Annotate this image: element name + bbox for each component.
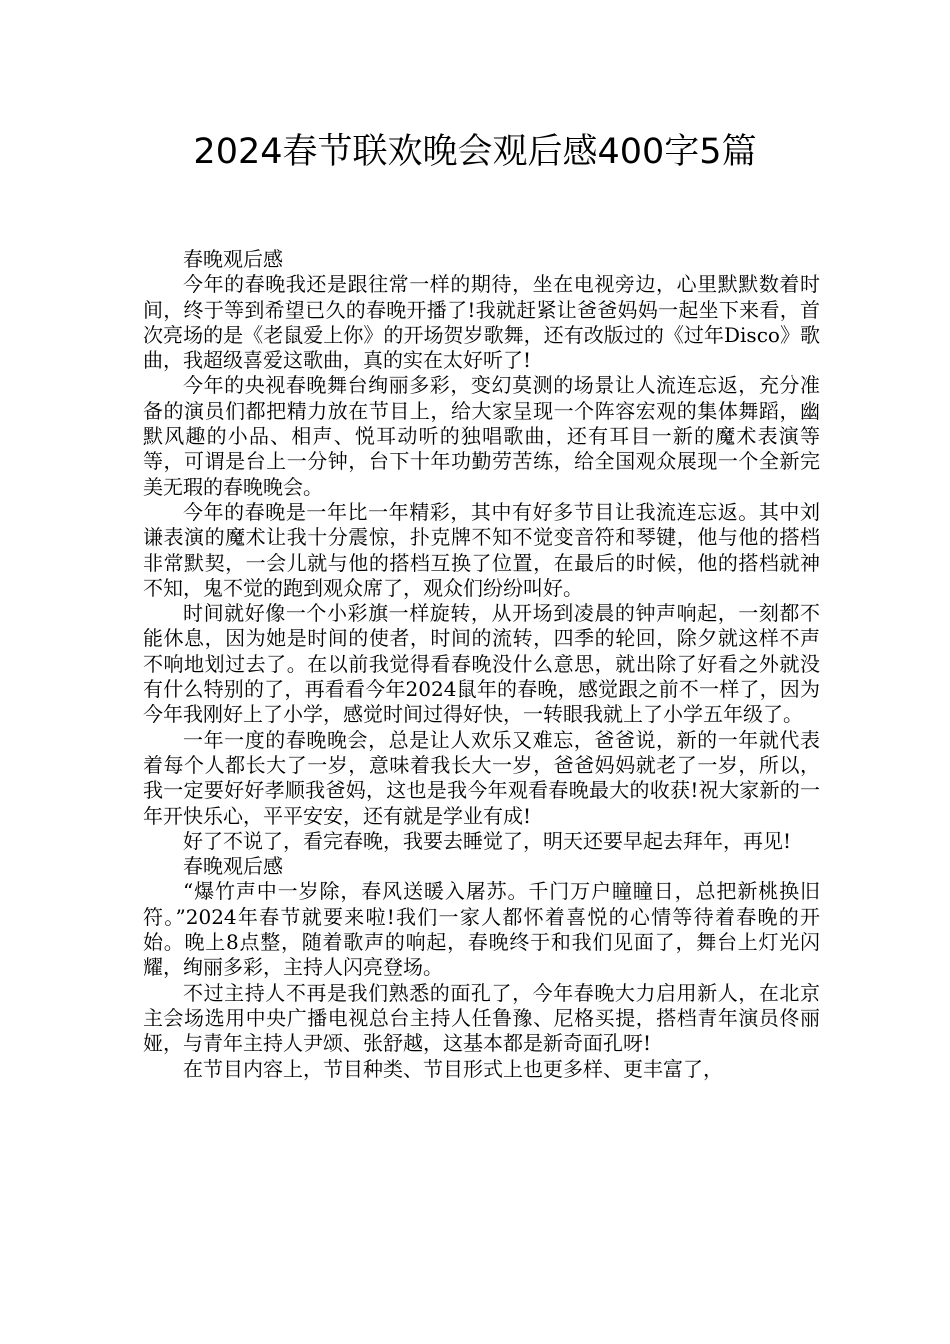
paragraph: 不过主持人不再是我们熟悉的面孔了，今年春晚大力启用新人，在北京主会场选用中央广播电视总台主持人任鲁豫、尼格买提，搭档青年演员佟丽娅，与青年主持人尹颂、张舒越，这基本都是新奇面孔呀! <box>143 980 820 1056</box>
section-heading: 春晚观后感 <box>183 247 283 271</box>
paragraph: 今年的央视春晚舞台绚丽多彩，变幻莫测的场景让人流连忘返，充分准备的演员们都把精力放在节目上，给大家呈现一个阵容宏观的集体舞蹈，幽默风趣的小品、相声、悦耳动听的独唱歌曲，还有耳目一新的魔术表演等等，可谓是台上一分钟，台下十年功勤劳苦练，给全国观众展现一个全新完美无瑕的春晚晚会。 <box>143 373 820 499</box>
paragraph: 时间就好像一个小彩旗一样旋转，从开场到凌晨的钟声响起，一刻都不能休息，因为她是时间的使者，时间的流转，四季的轮回，除夕就这样不声不响地划过去了。在以前我觉得看春晚没什么意思，就出除了好看之外就没有什么特别的了，再看看今年2024鼠年的春晚，感觉跟之前不一样了，因为今年我刚好上了小学，感觉时间过得好快，一转眼我就上了小学五年级了。 <box>143 601 820 727</box>
section-heading: 春晚观后感 <box>183 854 283 879</box>
document-body <box>143 247 820 1082</box>
paragraph: 今年的春晚是一年比一年精彩，其中有好多节目让我流连忘返。其中刘谦表演的魔术让我十分震惊，扑克牌不知不觉变音符和琴键，他与他的搭档非常默契，一会儿就与他的搭档互换了位置，在最后的时候，他的搭档就神不知，鬼不觉的跑到观众席了，观众们纷纷叫好。 <box>143 499 820 600</box>
paragraph: “爆竹声中一岁除，春风送暖入屠苏。千门万户瞳瞳日，总把新桃换旧符。”2024年春节就要来啦!我们一家人都怀着喜悦的心情等待着春晚的开始。晚上8点整，随着歌声的响起，春晚终于和我们见面了，舞台上灯光闪耀，绚丽多彩，主持人闪亮登场。 <box>143 879 820 980</box>
paragraph: 今年的春晚我还是跟往常一样的期待，坐在电视旁边，心里默默数着时间，终于等到希望已久的春晚开播了!我就赶紧让爸爸妈妈一起坐下来看，首次亮场的是《老鼠爱上你》的开场贺岁歌舞，还有改版过的《过年Disco》歌曲，我超级喜爱这歌曲，真的实在太好听了! <box>143 272 820 373</box>
paragraph: 在节目内容上，节目种类、节目形式上也更多样、更丰富了， <box>183 1056 723 1081</box>
document-title: 2024春节联欢晚会观后感400字5篇 <box>193 132 757 172</box>
paragraph: 好了不说了，看完春晚，我要去睡觉了，明天还要早起去拜年，再见! <box>183 828 792 853</box>
paragraph: 一年一度的春晚晚会，总是让人欢乐又难忘，爸爸说，新的一年就代表着每个人都长大了一岁，意味着我长大一岁，爸爸妈妈就老了一岁，所以，我一定要好好孝顺我爸妈，这也是我今年观看春晚最大的收获!祝大家新的一年开快乐心，平平安安，还有就是学业有成! <box>143 727 820 828</box>
